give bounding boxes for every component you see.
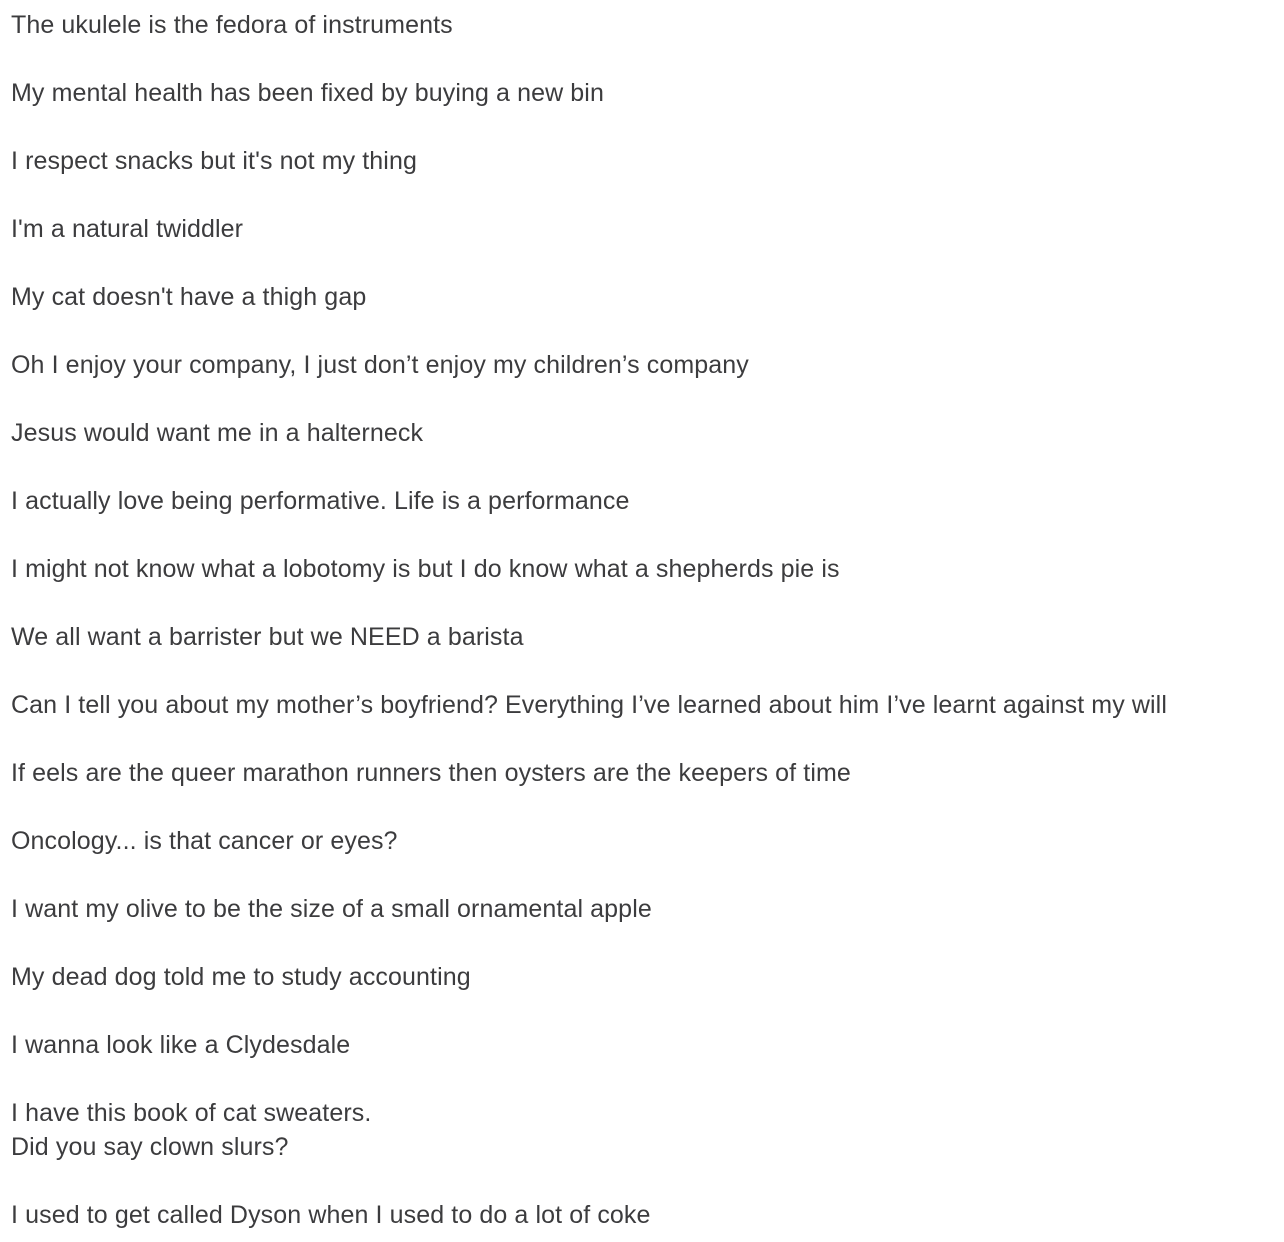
blank-line (11, 1062, 1284, 1096)
note-line: I actually love being performative. Life is a performance (11, 487, 630, 515)
blank-line (11, 450, 1284, 484)
blank-line (11, 858, 1284, 892)
blank-line (11, 790, 1284, 824)
blank-line (11, 178, 1284, 212)
note-line: Oh I enjoy your company, I just don’t enjoy my children’s company (11, 351, 749, 379)
note-line: Oncology... is that cancer or eyes? (11, 827, 398, 855)
blank-line (11, 246, 1284, 280)
note-line: I used to get called Dyson when I used to do a lot of coke (11, 1201, 651, 1229)
blank-line (11, 382, 1284, 416)
note-line: If eels are the queer marathon runners then oysters are the keepers of time (11, 759, 851, 787)
blank-line (11, 586, 1284, 620)
blank-line (11, 110, 1284, 144)
blank-line (11, 42, 1284, 76)
note-line: My dead dog told me to study accounting (11, 963, 471, 991)
blank-line (11, 722, 1284, 756)
blank-line (11, 1164, 1284, 1198)
blank-line (11, 314, 1284, 348)
note-line: I wanna look like a Clydesdale (11, 1031, 351, 1059)
note-line: My mental health has been fixed by buying a new bin (11, 79, 604, 107)
note-line: I'm a natural twiddler (11, 215, 244, 243)
blank-line (11, 926, 1284, 960)
note-line: We all want a barrister but we NEED a barista (11, 623, 524, 651)
blank-line (11, 518, 1284, 552)
note-line: Did you say clown slurs? (11, 1133, 289, 1161)
note-line: The ukulele is the fedora of instruments (11, 11, 453, 39)
note-line: Can I tell you about my mother’s boyfriend? Everything I’ve learned about him I’ve learnt against my will (11, 691, 1167, 719)
note-line: I have this book of cat sweaters. (11, 1099, 372, 1127)
blank-line (11, 994, 1284, 1028)
note-line: I respect snacks but it's not my thing (11, 147, 417, 175)
note-line: I might not know what a lobotomy is but I do know what a shepherds pie is (11, 555, 840, 583)
note-line: Jesus would want me in a halterneck (11, 419, 424, 447)
blank-line (11, 654, 1284, 688)
note-line: I want my olive to be the size of a small ornamental apple (11, 895, 652, 923)
note-line: My cat doesn't have a thigh gap (11, 283, 367, 311)
